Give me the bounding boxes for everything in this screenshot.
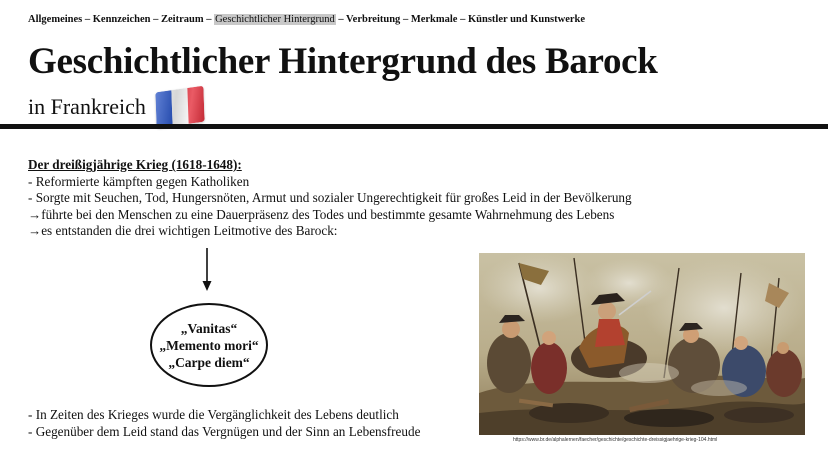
nav-separator: – bbox=[82, 14, 93, 25]
nav-item-allgemeines[interactable]: Allgemeines bbox=[28, 14, 83, 25]
nav-item-kuenstler-und-kunstwerke[interactable]: Künstler und Kunstwerke bbox=[467, 14, 586, 25]
content-line: →führte bei den Menschen zu eine Dauerpräsenz des Todes und bestimmte gesamte Wahrnehmung des Lebens bbox=[28, 206, 615, 222]
nav-item-merkmale[interactable]: Merkmale bbox=[410, 14, 458, 25]
page-subtitle bbox=[28, 89, 204, 125]
conclusion-block bbox=[28, 406, 420, 440]
down-arrow-icon bbox=[201, 248, 213, 292]
section-navigation bbox=[28, 14, 585, 25]
nav-separator: – bbox=[335, 14, 347, 25]
section-heading: Der dreißigjährige Krieg (1618-1648): bbox=[28, 157, 242, 172]
nav-item-kennzeichen[interactable]: Kennzeichen bbox=[92, 14, 151, 25]
motif-carpe-diem: „Carpe diem“ bbox=[168, 354, 250, 370]
conclusion-line: - Gegenüber dem Leid stand das Vergnügen und der Sinn an Lebensfreude bbox=[28, 424, 421, 439]
subtitle-text: in Frankreich bbox=[28, 94, 146, 119]
content-line: - Sorgte mit Seuchen, Tod, Hungersnöten, Armut und sozialer Ungerechtigkeit für großes Leid in der Bevölkerung bbox=[28, 190, 632, 205]
nav-item-geschichtlicher-hintergrund[interactable]: Geschichtlicher Hintergrund bbox=[215, 14, 335, 25]
conclusion-line: - In Zeiten des Krieges wurde die Vergänglichkeit des Lebens deutlich bbox=[28, 407, 399, 422]
content-line: - Reformierte kämpften gegen Katholiken bbox=[28, 173, 250, 189]
leitmotive-ellipse bbox=[150, 303, 268, 387]
nav-item-zeitraum[interactable]: Zeitraum bbox=[161, 14, 204, 25]
nav-separator: – bbox=[457, 14, 468, 25]
page-title: Geschichtlicher Hintergrund des Barock bbox=[28, 41, 658, 82]
battle-scene-illustration bbox=[479, 253, 805, 435]
nav-item-verbreitung[interactable]: Verbreitung bbox=[346, 14, 401, 25]
nav-separator: – bbox=[150, 14, 161, 25]
motif-vanitas: „Vanitas“ bbox=[180, 320, 238, 336]
nav-separator: – bbox=[400, 14, 411, 25]
nav-separator: – bbox=[203, 14, 215, 25]
content-block bbox=[28, 157, 632, 240]
french-flag-icon bbox=[155, 86, 204, 129]
content-line: →es entstanden die drei wichtigen Leitmotive des Barock: bbox=[28, 223, 338, 238]
battle-painting-image bbox=[479, 253, 805, 435]
image-source-caption[interactable]: https://www.br.de/alphalernen/faecher/geschichte/geschichte-dreissigjaehrige-krieg-104.html bbox=[513, 437, 718, 443]
flag-wave-shading bbox=[155, 86, 204, 129]
header-divider bbox=[0, 124, 828, 129]
motif-memento-mori: „Memento mori“ bbox=[159, 337, 259, 353]
